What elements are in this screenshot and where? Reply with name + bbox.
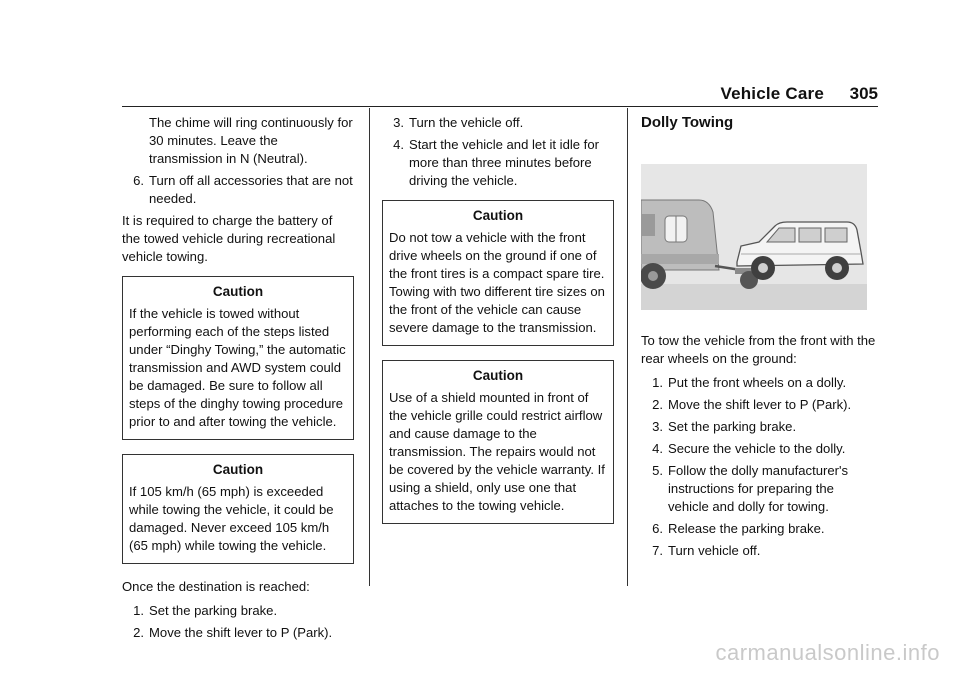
list-number: 5. [652,463,663,478]
caution-box [122,454,354,564]
list-number: 3. [652,419,663,434]
section-title: Dolly Towing [641,114,734,131]
paragraph: To tow the vehicle from the front with the rear wheels on the ground: [641,333,876,366]
list-item [641,396,877,414]
caution-box [122,276,354,440]
watermark: carmanualsonline.info [715,640,940,665]
caution-box [382,200,614,346]
list-number: 1. [652,375,663,390]
list-number: 6. [652,521,663,536]
list-text: Start the vehicle and let it idle for more than three minutes before driving the vehicle. [409,137,599,188]
list-text: Release the parking brake. [668,521,825,536]
list-text: Turn off all accessories that are not needed. [149,173,353,206]
list-item [122,172,354,208]
column-divider-1 [369,108,370,586]
list-number: 3. [393,115,404,130]
header-rule [122,106,878,107]
list-item [641,542,877,560]
list-item [382,136,614,190]
dolly-towing-illustration [641,142,867,310]
list-text: Move the shift lever to P (Park). [149,625,333,640]
list-item [382,114,614,132]
paragraph: Once the destination is reached: [122,579,310,594]
list-text: Set the parking brake. [149,603,278,618]
list-item [641,418,877,436]
list-text: Turn vehicle off. [668,543,761,558]
list-text: Put the front wheels on a dolly. [668,375,847,390]
column-1 [122,114,354,646]
list-number: 2. [652,397,663,412]
caution-title: Caution [472,368,524,383]
list-number: 1. [133,603,144,618]
caution-body: If the vehicle is towed without performing each of the steps listed under “Dinghy Towing,” the automatic transmission and AWD system could be damaged. Be sure to follow all steps of the dinghy towing procedure prior to and after towing the vehicle. [129,306,346,429]
column-3 [641,112,877,564]
list-text: Turn the vehicle off. [409,115,524,130]
continued-text: The chime will ring continuously for 30 minutes. Leave the transmission in N (Neutral). [149,115,353,166]
caution-body: If 105 km/h (65 mph) is exceeded while towing the vehicle, it could be damaged. Never exceed 105 km/h (65 mph) while towing the vehicle. [129,484,334,553]
column-2 [382,114,614,538]
list-number: 6. [133,173,144,188]
list-text: Move the shift lever to P (Park). [668,397,852,412]
list-text: Set the parking brake. [668,419,797,434]
caution-box [382,360,614,524]
caution-title: Caution [212,284,264,299]
list-item [641,374,877,392]
caution-body: Use of a shield mounted in front of the vehicle grille could restrict airflow and cause damage to the transmission. The repairs would not be covered by the vehicle warranty. If using a shield, only use one that attaches to the towing vehicle. [389,390,605,513]
list-item [122,624,354,642]
list-text: Follow the dolly manufacturer's instructions for preparing the vehicle and dolly for towing. [668,463,849,514]
list-item [641,462,877,516]
paragraph: It is required to charge the battery of the towed vehicle during recreational vehicle towing. [122,213,336,264]
caution-title: Caution [472,208,524,223]
list-number: 4. [393,137,404,152]
list-text: Secure the vehicle to the dolly. [668,441,846,456]
list-item [122,602,354,620]
list-number: 7. [652,543,663,558]
caution-body: Do not tow a vehicle with the front drive wheels on the ground if one of the front tires is a compact spare tire. Towing with two different tire sizes on the front of the vehicle can cause severe damage to the transmission. [389,230,605,335]
list-item [641,520,877,538]
list-number: 4. [652,441,663,456]
list-number: 2. [133,625,144,640]
section-header-title: Vehicle Care [720,84,824,103]
page-number: 305 [849,84,878,103]
list-item [641,440,877,458]
caution-title: Caution [212,462,264,477]
column-divider-2 [627,108,628,586]
